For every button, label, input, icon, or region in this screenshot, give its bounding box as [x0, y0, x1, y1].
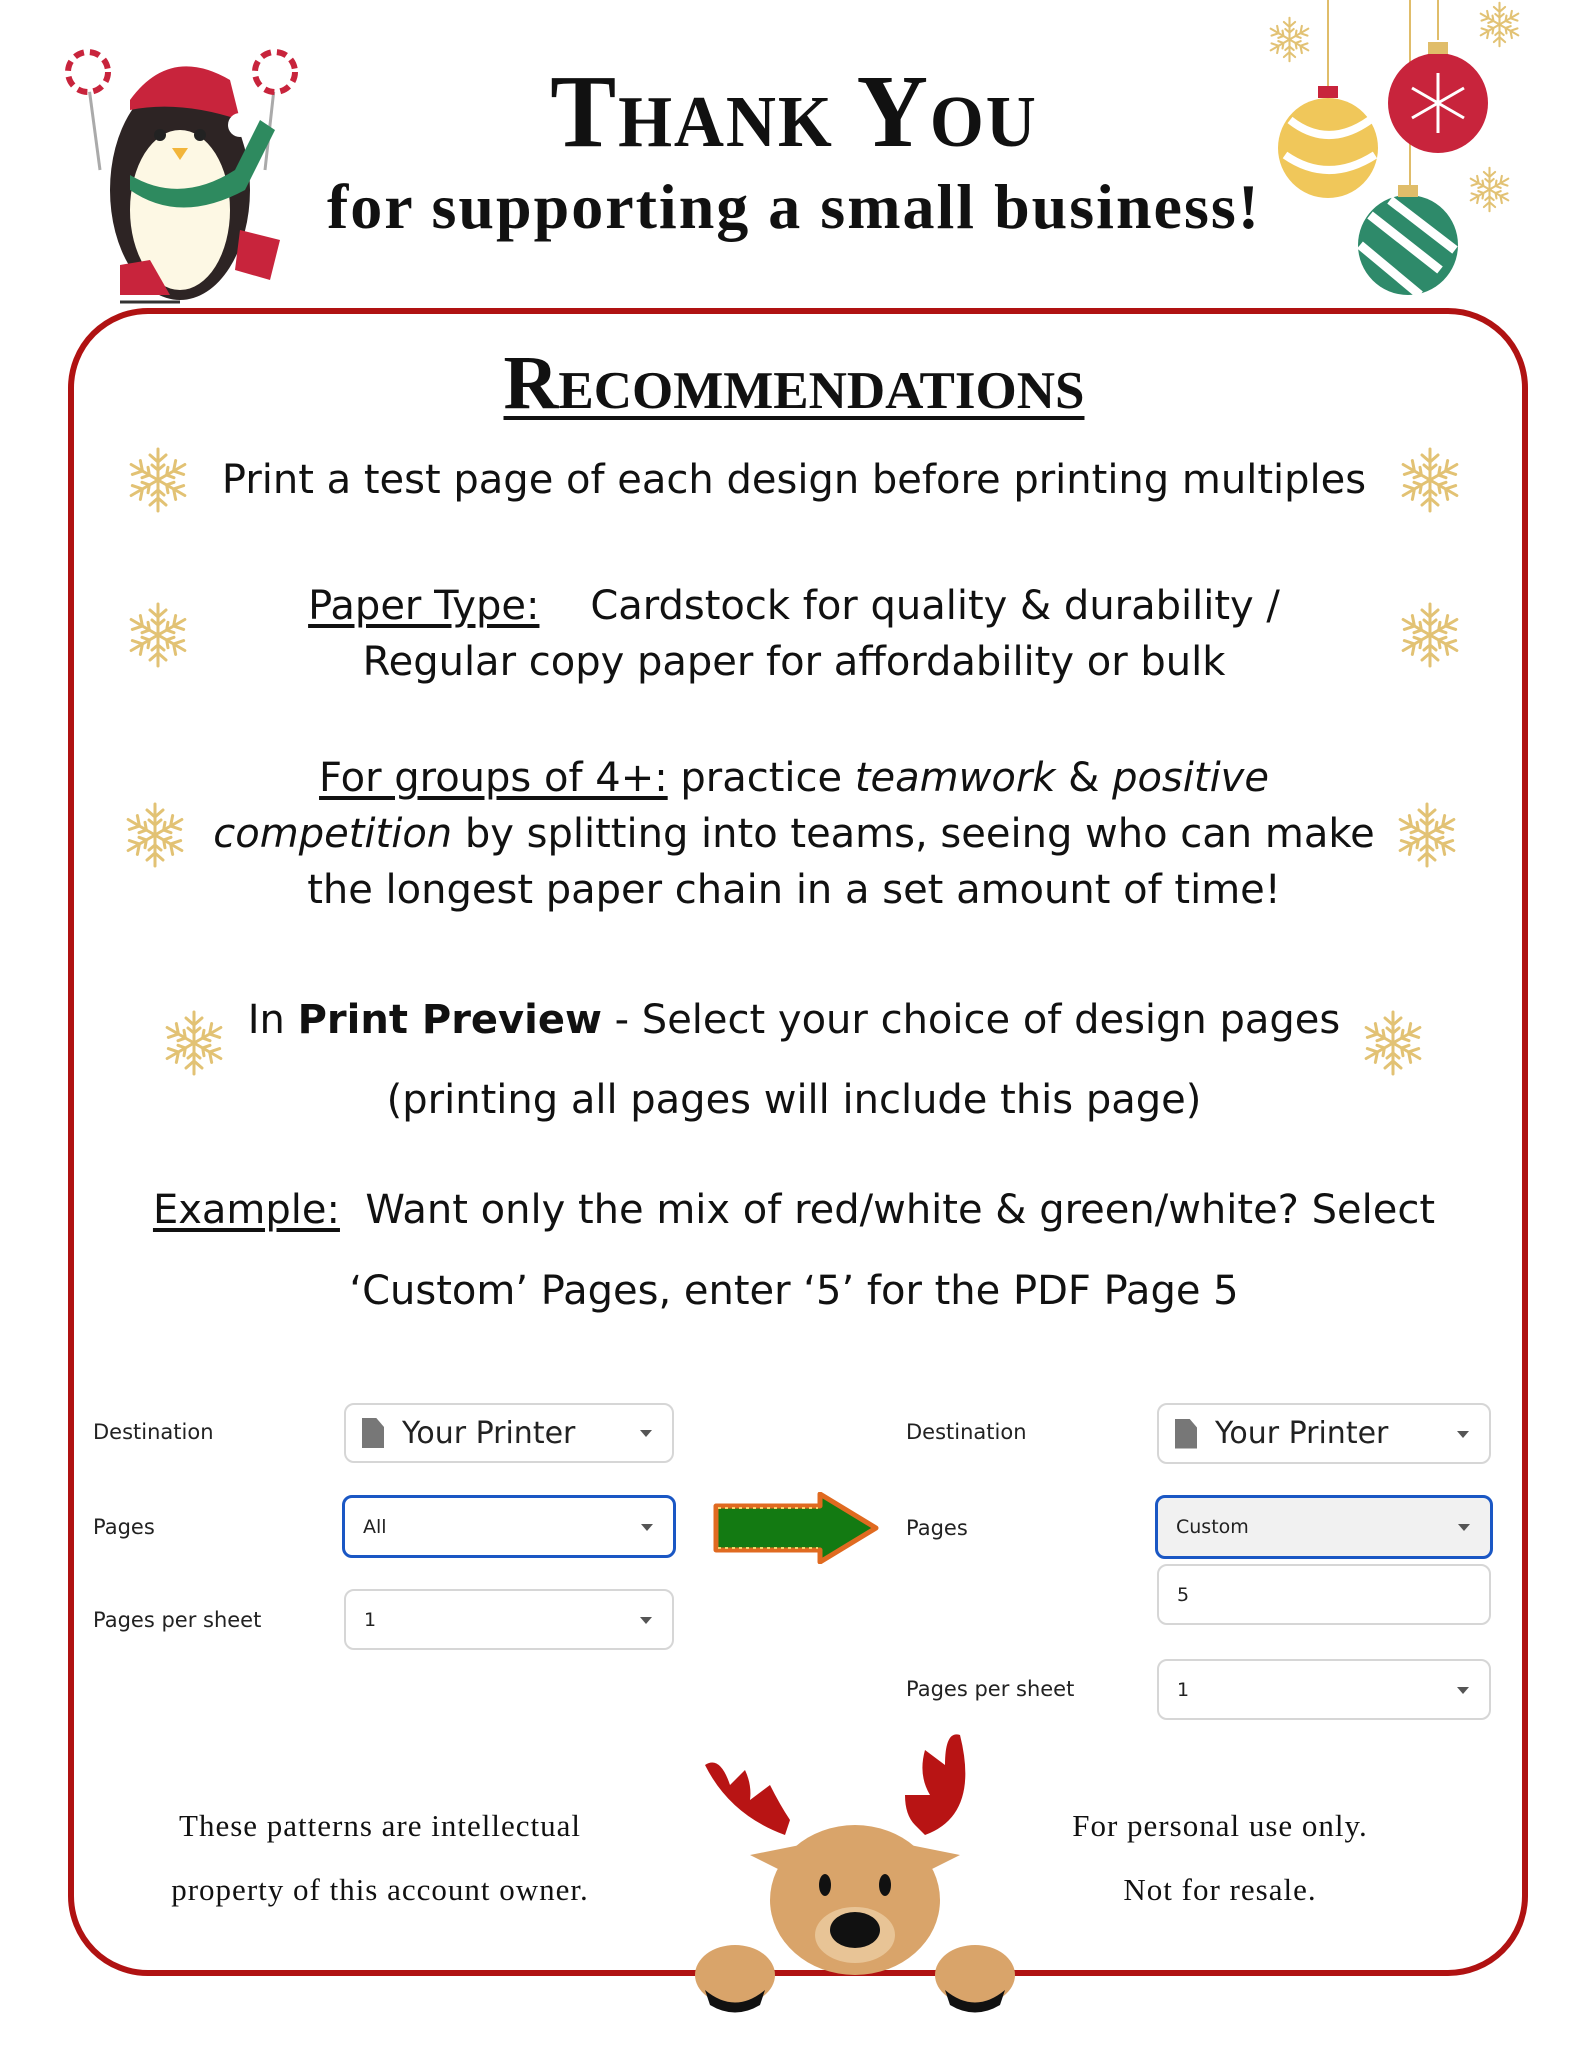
destination-label: Destination — [906, 1420, 1027, 1444]
groups-text: by splitting into teams, seeing who can make — [452, 811, 1375, 857]
destination-label: Destination — [93, 1420, 214, 1444]
tip-groups — [0, 750, 1588, 918]
document-icon — [1175, 1419, 1197, 1449]
document-icon — [362, 1418, 384, 1448]
thank-you-title: Thank You — [550, 54, 1038, 169]
pages-label: Pages — [93, 1515, 155, 1539]
destination-select[interactable] — [344, 1403, 674, 1463]
footer-personal-line-1: For personal use only. — [1072, 1808, 1368, 1843]
subtitle: for supporting a small business! — [326, 171, 1262, 242]
pages-select[interactable] — [1155, 1495, 1493, 1559]
preview-bold: Print Preview — [297, 997, 602, 1043]
custom-pages-value: 5 — [1177, 1583, 1190, 1606]
groups-label: For groups of 4+: — [319, 755, 668, 801]
pages-per-sheet-select[interactable] — [1157, 1659, 1491, 1720]
destination-select[interactable] — [1157, 1403, 1491, 1464]
pages-value: All — [363, 1515, 387, 1538]
footer-ip-line-1: These patterns are intellectual — [179, 1808, 581, 1843]
example-label: Example: — [152, 1187, 340, 1233]
preview-text: - Select your choice of design pages — [601, 997, 1341, 1043]
pages-per-sheet-select[interactable] — [344, 1589, 674, 1650]
chevron-down-icon — [640, 1430, 652, 1437]
footer-personal-use — [1000, 1794, 1440, 1922]
reindeer-illustration — [690, 1725, 1020, 2015]
footer-personal-line-2: Not for resale. — [1123, 1872, 1317, 1907]
example-text: Want only the mix of red/white & green/white? Select — [339, 1187, 1436, 1233]
footer-ip-notice — [100, 1794, 660, 1922]
tip-print-preview — [0, 992, 1588, 1048]
groups-text: the longest paper chain in a set amount of time! — [307, 867, 1281, 913]
pages-per-sheet-value: 1 — [1177, 1678, 1190, 1701]
recommendations-heading: Recommendations — [503, 341, 1085, 425]
paper-type-label: Paper Type: — [308, 583, 540, 629]
groups-text: practice — [667, 755, 855, 801]
arrow-right-icon — [712, 1492, 880, 1564]
pages-select[interactable] — [342, 1495, 676, 1558]
chevron-down-icon — [641, 1524, 653, 1531]
paper-type-text: Cardstock for quality & durability / — [590, 583, 1280, 629]
tip-example — [0, 1182, 1588, 1238]
tip-test-page: Print a test page of each design before printing multiples — [221, 457, 1367, 503]
groups-text: & — [1055, 755, 1113, 801]
chevron-down-icon — [1457, 1687, 1469, 1694]
tip-print-preview-note: (printing all pages will include this page) — [386, 1077, 1202, 1123]
pages-per-sheet-value: 1 — [364, 1608, 377, 1631]
tip-example-2: ‘Custom’ Pages, enter ‘5’ for the PDF Page 5 — [349, 1268, 1239, 1314]
footer-ip-line-2: property of this account owner. — [171, 1872, 589, 1907]
pages-per-sheet-label: Pages per sheet — [93, 1608, 262, 1632]
destination-value: Your Printer — [1215, 1416, 1389, 1451]
groups-em: teamwork — [854, 755, 1056, 801]
destination-value: Your Printer — [402, 1415, 576, 1451]
pages-label: Pages — [906, 1516, 968, 1540]
chevron-down-icon — [640, 1617, 652, 1624]
pages-value: Custom — [1176, 1516, 1249, 1538]
chevron-down-icon — [1458, 1524, 1470, 1531]
preview-text: In — [247, 997, 298, 1043]
chevron-down-icon — [1457, 1431, 1469, 1438]
tip-paper-type — [0, 578, 1588, 690]
custom-pages-input[interactable] — [1157, 1564, 1491, 1625]
paper-type-text-2: Regular copy paper for affordability or bulk — [362, 639, 1226, 685]
pages-per-sheet-label: Pages per sheet — [906, 1677, 1075, 1701]
groups-em: competition — [213, 811, 453, 857]
groups-em: positive — [1112, 755, 1269, 801]
